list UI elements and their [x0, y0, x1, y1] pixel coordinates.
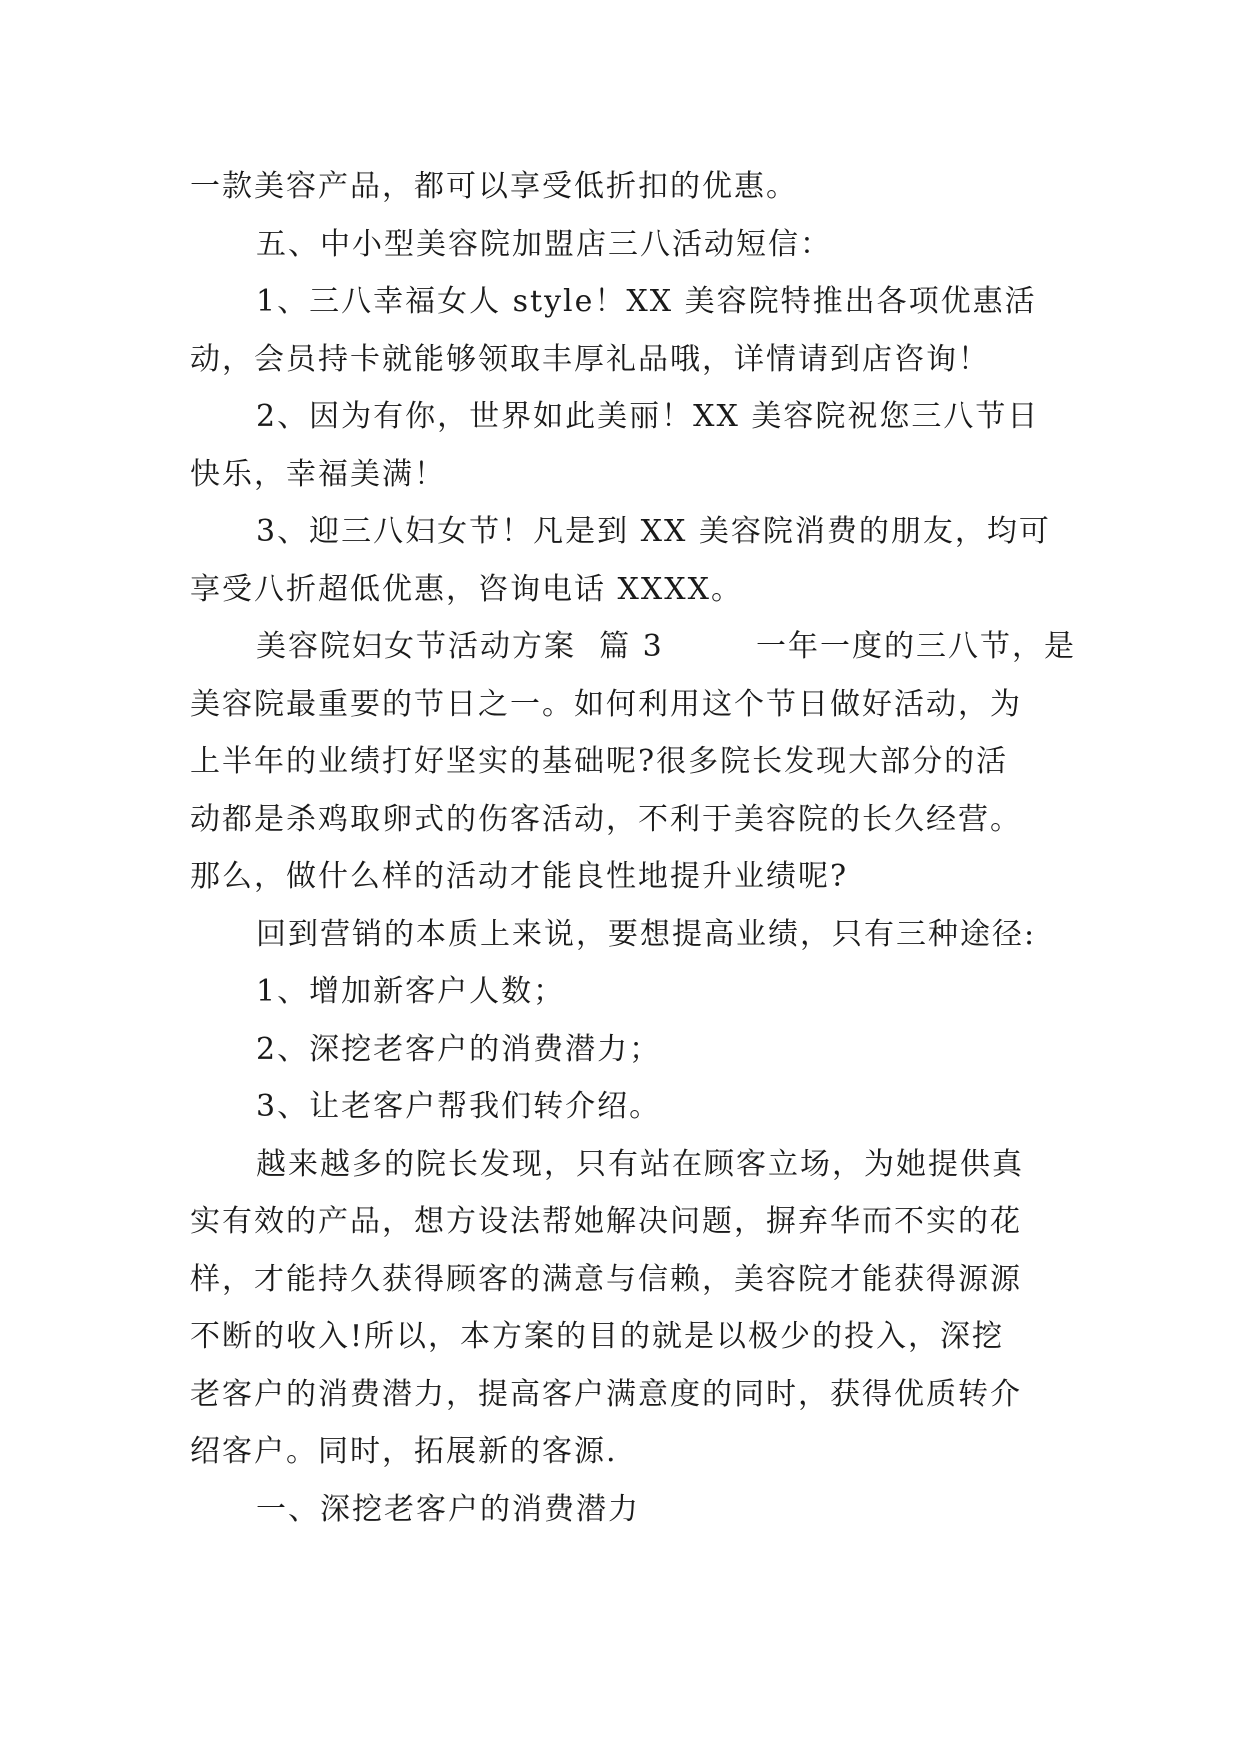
text-line: 动都是杀鸡取卵式的伤客活动，不利于美容院的长久经营。 [190, 801, 1022, 837]
text-line: 3、迎三八妇女节！凡是到 XX 美容院消费的朋友，均可 [256, 514, 1051, 549]
section-heading: 一、深挖老客户的消费潜力 [256, 1491, 640, 1527]
text-line: 一款美容产品，都可以享受低折扣的优惠。 [190, 169, 798, 204]
text-line: 回到营销的本质上来说，要想提高业绩，只有三种途径: [256, 916, 1037, 952]
text-line: 1、三八幸福女人 style！XX 美容院特推出各项优惠活 [256, 284, 1037, 319]
text-line: 不断的收入!所以，本方案的目的就是以极少的投入，深挖 [190, 1319, 1005, 1354]
section-heading: 五、中小型美容院加盟店三八活动短信： [256, 226, 832, 262]
document-body [190, 158, 1076, 1538]
text-line: 美容院最重要的节日之一。如何利用这个节日做好活动，为 [190, 686, 1022, 722]
text-line: 老客户的消费潜力，提高客户满意度的同时，获得优质转介 [190, 1376, 1022, 1412]
text-line: 那么，做什么样的活动才能良性地提升业绩呢? [190, 859, 849, 894]
list-item: 1、增加新客户人数； [256, 974, 566, 1009]
text-line: 样，才能持久获得顾客的满意与信赖，美容院才能获得源源 [190, 1261, 1022, 1297]
section-title-line: 美容院妇女节活动方案 篇 3 一年一度的三八节，是 [256, 629, 1076, 664]
list-item: 2、深挖老客户的消费潜力； [256, 1031, 662, 1067]
text-line: 快乐，幸福美满！ [190, 456, 446, 492]
text-line: 享受八折超低优惠，咨询电话 XXXX。 [190, 571, 743, 607]
text-line: 上半年的业绩打好坚实的基础呢?很多院长发现大部分的活 [190, 744, 1009, 779]
text-line: 实有效的产品，想方设法帮她解决问题，摒弃华而不实的花 [190, 1204, 1022, 1239]
text-line: 越来越多的院长发现，只有站在顾客立场，为她提供真 [256, 1146, 1024, 1182]
text-line: 绍客户。同时，拓展新的客源. [190, 1434, 618, 1469]
list-item: 3、让老客户帮我们转介绍。 [256, 1089, 662, 1124]
text-line: 2、因为有你，世界如此美丽！XX 美容院祝您三八节日 [256, 399, 1040, 434]
text-line: 动，会员持卡就能够领取丰厚礼品哦，详情请到店咨询！ [190, 341, 990, 377]
